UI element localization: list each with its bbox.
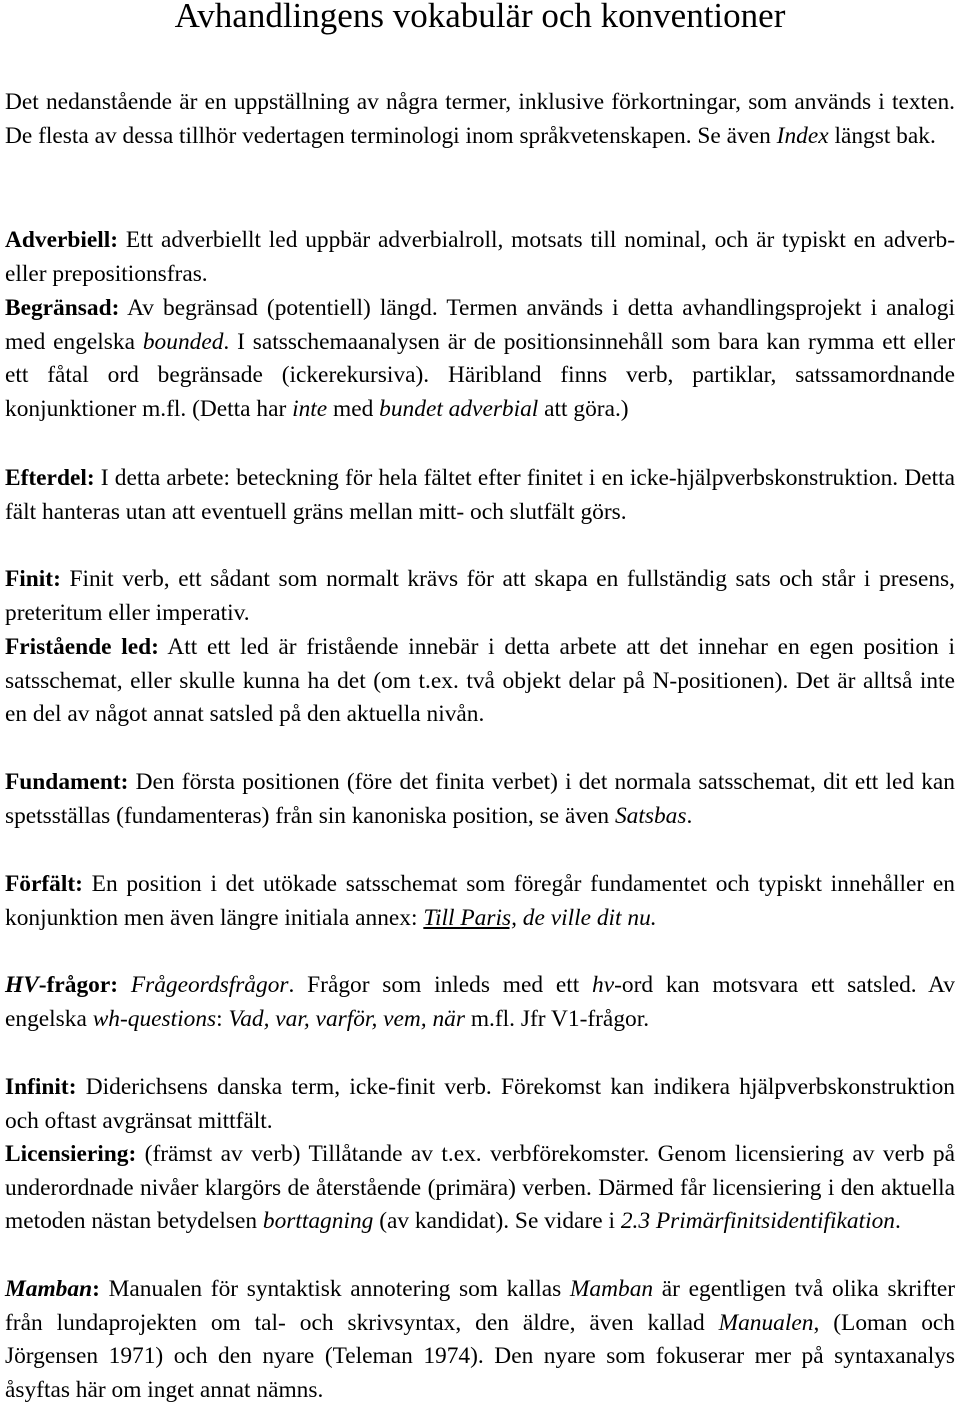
def-begransad-b: . I satsschemaanalysen är de positionsinnehåll som bara kan rymma ett eller ett fåtal ord begränsade (ickerekursiva). Häribland finns verb, partiklar, satssamordnande konjunktioner m.fl. (Detta har <box>5 328 955 422</box>
term-finit: Finit: <box>5 566 61 592</box>
intro-text-a: Det nedanstående är en uppställning av några termer, inklusive förkortningar, som används i texten. De flesta av dessa tillhör vedertagen terminologi inom språkvetenskapen. Se även <box>5 89 955 149</box>
def-begransad-bundet: bundet adverbial <box>379 395 539 422</box>
def-mamban-a: Manualen för syntaktisk annotering som kallas <box>99 1276 570 1302</box>
entry-licensiering <box>5 1138 955 1239</box>
def-fundament-satsbas: Satsbas <box>614 802 687 829</box>
term-hv: HV <box>5 972 39 998</box>
def-mamban-c: , (Loman och Jörgensen 1971) och den nyare (Teleman 1974). Den nyare som fokuserar mer på syntaxanalys åsyftas här om inget annat nämns. <box>5 1309 956 1403</box>
def-fundament-a: Den första positionen (före det finita verbet) i det normala satsschemat, dit ett led kan spetsställas (fundamenteras) från sin kanoniska position, se även <box>5 769 955 829</box>
def-hv-word: hv <box>592 972 615 998</box>
def-begransad-a: Av begränsad (potentiell) längd. Termen används i detta avhandlingsprojekt i analogi med engelska <box>5 295 955 355</box>
entry-mamban <box>5 1273 955 1407</box>
term-mamban: Mamban <box>5 1276 93 1302</box>
entry-fundament <box>5 766 955 833</box>
page-title: Avhandlingens vokabulär och konventioner <box>174 0 786 35</box>
def-begransad-c: med <box>327 395 380 422</box>
def-forfalt-till-paris: Till Paris, <box>423 904 517 931</box>
term-forfalt: Förfält: <box>5 871 83 897</box>
entry-hv-fragor <box>5 969 955 1036</box>
def-licensiering-c: . <box>895 1208 901 1235</box>
def-mamban-name: Mamban <box>569 1276 654 1302</box>
intro-index-word: Index <box>776 122 829 149</box>
term-efterdel: Efterdel: <box>5 465 95 491</box>
entry-finit <box>5 563 955 630</box>
def-finit: Finit verb, ett sådant som normalt krävs för att skapa en fullständig sats och står i presens, preteritum eller imperativ. <box>5 566 955 626</box>
def-licensiering-a: (främst av verb) Tillåtande av t.ex. verbförekomster. Genom licensiering av verb på underordnade nivåer klargörs de återstående (primära) verben. Därmed får licensiering i den aktuella metoden nästan betydelsen <box>5 1141 955 1235</box>
def-licensiering-ref: 2.3 Primärfinitsidentifikation <box>620 1208 896 1235</box>
def-hv-examples: Vad, var, varför, vem, när <box>228 1005 465 1032</box>
def-licensiering-borttagning: borttagning <box>262 1208 374 1235</box>
def-fristaende: Att ett led är fristående innebär i detta arbete att det innehar en egen position i satsschemat, eller skulle kunna ha det (om t.ex. två objekt delar på N-positionen). Det är alltså inte en del av något annat satsled på den aktuella nivån. <box>5 634 955 728</box>
term-fristaende: Fristående led: <box>5 634 159 660</box>
def-adverbiell: Ett adverbiellt led uppbär adverbialroll, motsats till nominal, och är typiskt en adverb- eller prepositionsfras. <box>5 227 955 287</box>
def-begransad-inte: inte <box>292 395 328 422</box>
def-hv-frageords: Frågeordsfrågor <box>130 972 289 998</box>
def-fundament-b: . <box>686 802 693 829</box>
def-mamban-b: är egentligen två olika skrifter från lundaprojekten om tal- och skrivsyntax, den äldre, även kallad <box>5 1276 955 1336</box>
def-forfalt-a: En position i det utökade satsschemat som föregår fundamentet och typiskt innehåller en konjunktion men även längre initiala annex: <box>5 871 955 931</box>
term-begransad: Begränsad: <box>5 295 120 321</box>
term-licensiering: Licensiering: <box>5 1141 137 1167</box>
def-forfalt-ville-dit-nu: de ville dit nu. <box>522 904 657 931</box>
def-hv-c: -ord kan motsvara ett satsled. Av engelska <box>5 972 955 1032</box>
term-adverbiell: Adverbiell: <box>5 227 119 253</box>
def-licensiering-b: (av kandidat). Se vidare i <box>373 1208 621 1235</box>
entry-efterdel <box>5 462 955 529</box>
entry-begransad <box>5 292 955 426</box>
def-hv-b: . Frågor som inleds med ett <box>288 972 592 998</box>
def-begransad-d: att göra.) <box>538 395 629 422</box>
def-efterdel: I detta arbete: beteckning för hela fältet efter finitet i en icke-hjälpverbskonstruktion. Detta fält hanteras utan att eventuell gräns mellan mitt- och slutfält görs. <box>5 465 955 525</box>
def-mamban-manualen: Manualen <box>718 1309 814 1336</box>
def-hv-e: m.fl. Jfr V1-frågor. <box>465 1005 650 1032</box>
term-hv-rest: -frågor: <box>38 972 119 998</box>
def-hv-wh: wh-questions <box>92 1005 217 1032</box>
entry-forfalt <box>5 868 955 935</box>
entry-fristaende <box>5 631 955 732</box>
entry-infinit <box>5 1071 955 1138</box>
term-fundament: Fundament: <box>5 769 129 795</box>
def-hv-d: : <box>216 1005 229 1032</box>
intro-paragraph <box>5 86 955 153</box>
intro-text-b: längst bak. <box>828 122 936 149</box>
term-mamban-colon: : <box>92 1276 100 1302</box>
def-begransad-bounded: bounded <box>142 328 224 355</box>
term-infinit: Infinit: <box>5 1074 77 1100</box>
entry-adverbiell <box>5 224 955 291</box>
def-hv-a <box>118 972 131 998</box>
def-infinit: Diderichsens danska term, icke-finit verb. Förekomst kan indikera hjälpverbskonstruktion och oftast avgränsat mittfält. <box>5 1074 955 1134</box>
